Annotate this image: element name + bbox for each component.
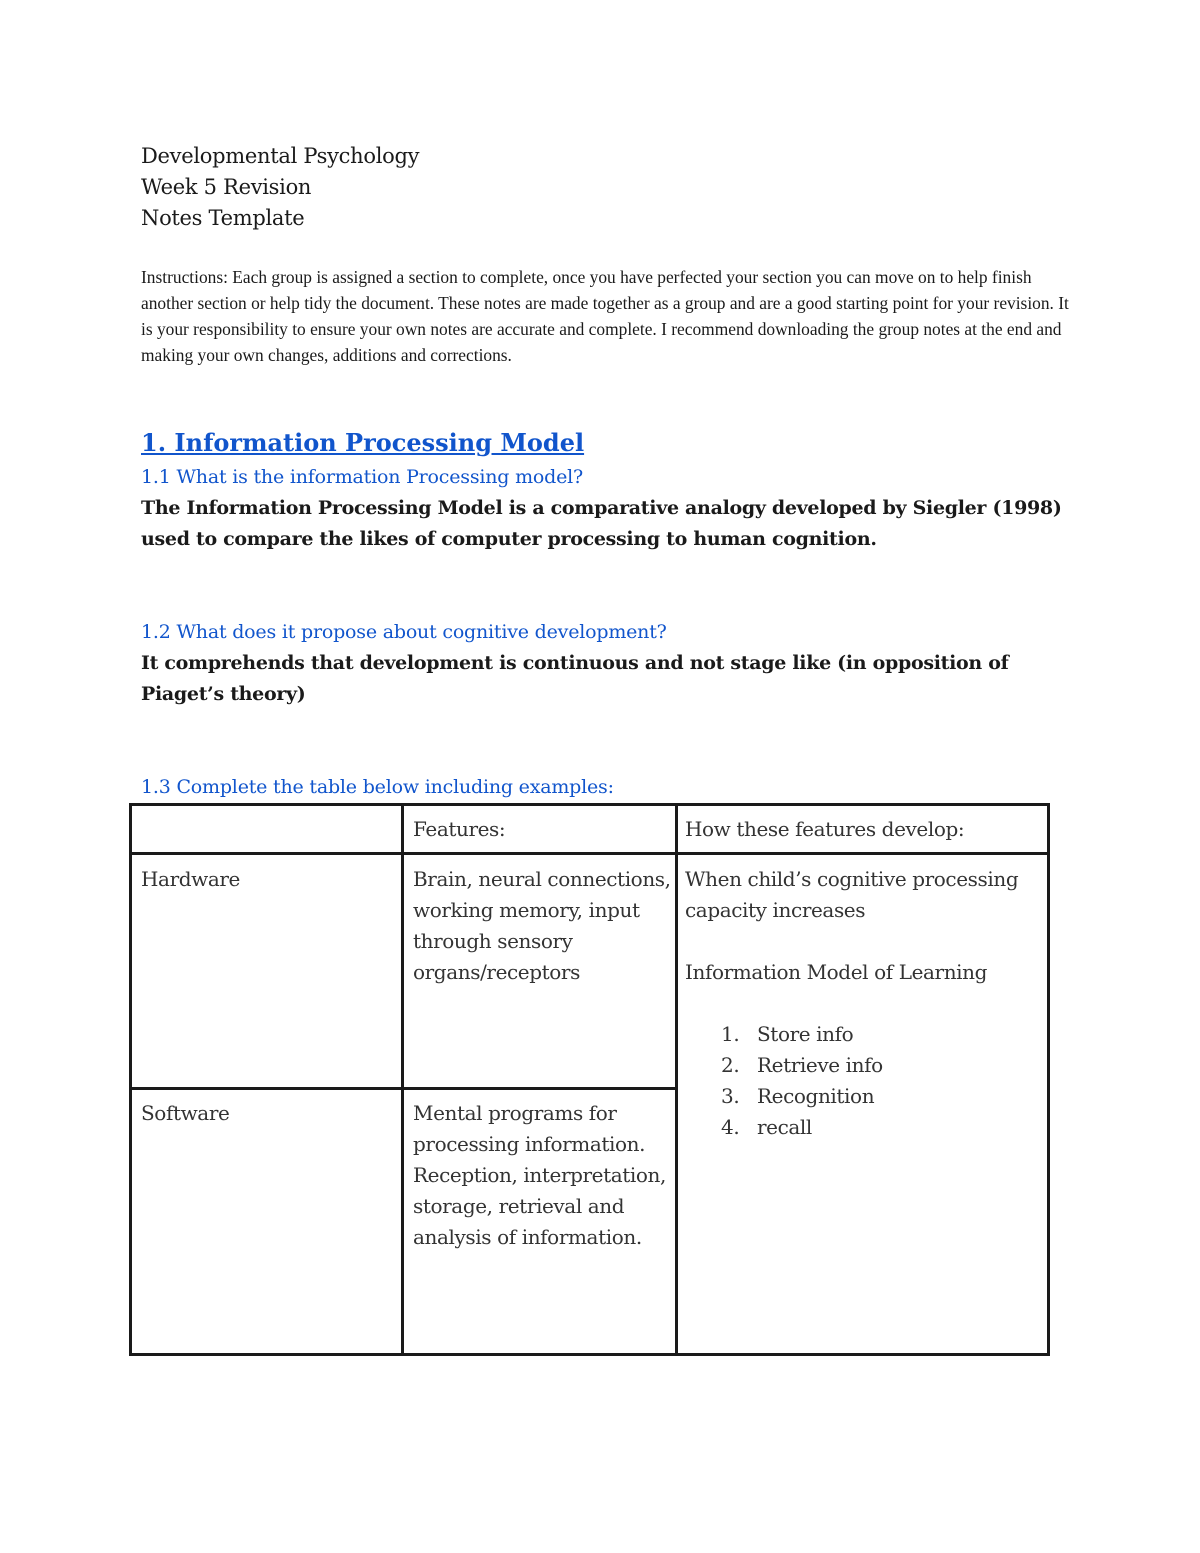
table-border-left	[129, 803, 132, 1356]
question-1-2: 1.2 What does it propose about cognitive development?	[141, 621, 667, 643]
header-features: Features:	[413, 817, 506, 841]
course-title: Developmental Psychology	[141, 144, 420, 168]
instructions-paragraph: Instructions: Each group is assigned a section to complete, once you have perfected your section you can move on to help finish another section or help tidy the document. These notes are made together as a group and are a good starting point for your revision. It is your responsibility to ensure your own notes are accurate and complete. I recommend downloading the group notes at the end and making your own changes, additions and corrections.	[141, 267, 1069, 365]
template-label: Notes Template	[141, 206, 305, 230]
answer-1-2: It comprehends that development is continuous and not stage like (in opposition of Piaget’s theory)	[141, 652, 1009, 705]
develop-cell	[685, 864, 1040, 1143]
hardware-features: Brain, neural connections, working memory, input through sensory organs/receptors	[413, 867, 671, 984]
question-1-3: 1.3 Complete the table below including examples:	[141, 776, 614, 798]
week-label: Week 5 Revision	[141, 175, 312, 199]
table-row-divider	[129, 1087, 678, 1090]
table-border-bottom	[129, 1353, 1050, 1356]
section-heading[interactable]: 1. Information Processing Model	[141, 428, 585, 457]
table-col-divider-1	[401, 803, 404, 1356]
software-features: Mental programs for processing information. Reception, interpretation, storage, retrieval and analysis of information.	[413, 1101, 666, 1249]
list-item: 3. Recognition	[721, 1084, 875, 1108]
develop-text-capacity: When child’s cognitive processing capacity increases	[685, 867, 1019, 922]
table-border-right	[1047, 803, 1050, 1356]
header-develop: How these features develop:	[685, 817, 965, 841]
table-col-divider-2	[675, 803, 678, 1356]
list-item: 2. Retrieve info	[721, 1053, 883, 1077]
list-item: 4. recall	[721, 1115, 812, 1139]
question-1-1: 1.1 What is the information Processing model?	[141, 466, 584, 488]
row-label-software: Software	[141, 1101, 230, 1125]
row-label-hardware: Hardware	[141, 867, 240, 891]
learning-steps-list	[685, 1019, 1040, 1143]
table-header-divider	[129, 852, 1050, 855]
features-table	[129, 803, 1050, 1356]
list-item: 1. Store info	[721, 1022, 854, 1046]
develop-text-model: Information Model of Learning	[685, 960, 988, 984]
table-border-top	[129, 803, 1050, 806]
answer-1-1: The Information Processing Model is a comparative analogy developed by Siegler (1998) used to compare the likes of computer processing to human cognition.	[141, 497, 1062, 550]
